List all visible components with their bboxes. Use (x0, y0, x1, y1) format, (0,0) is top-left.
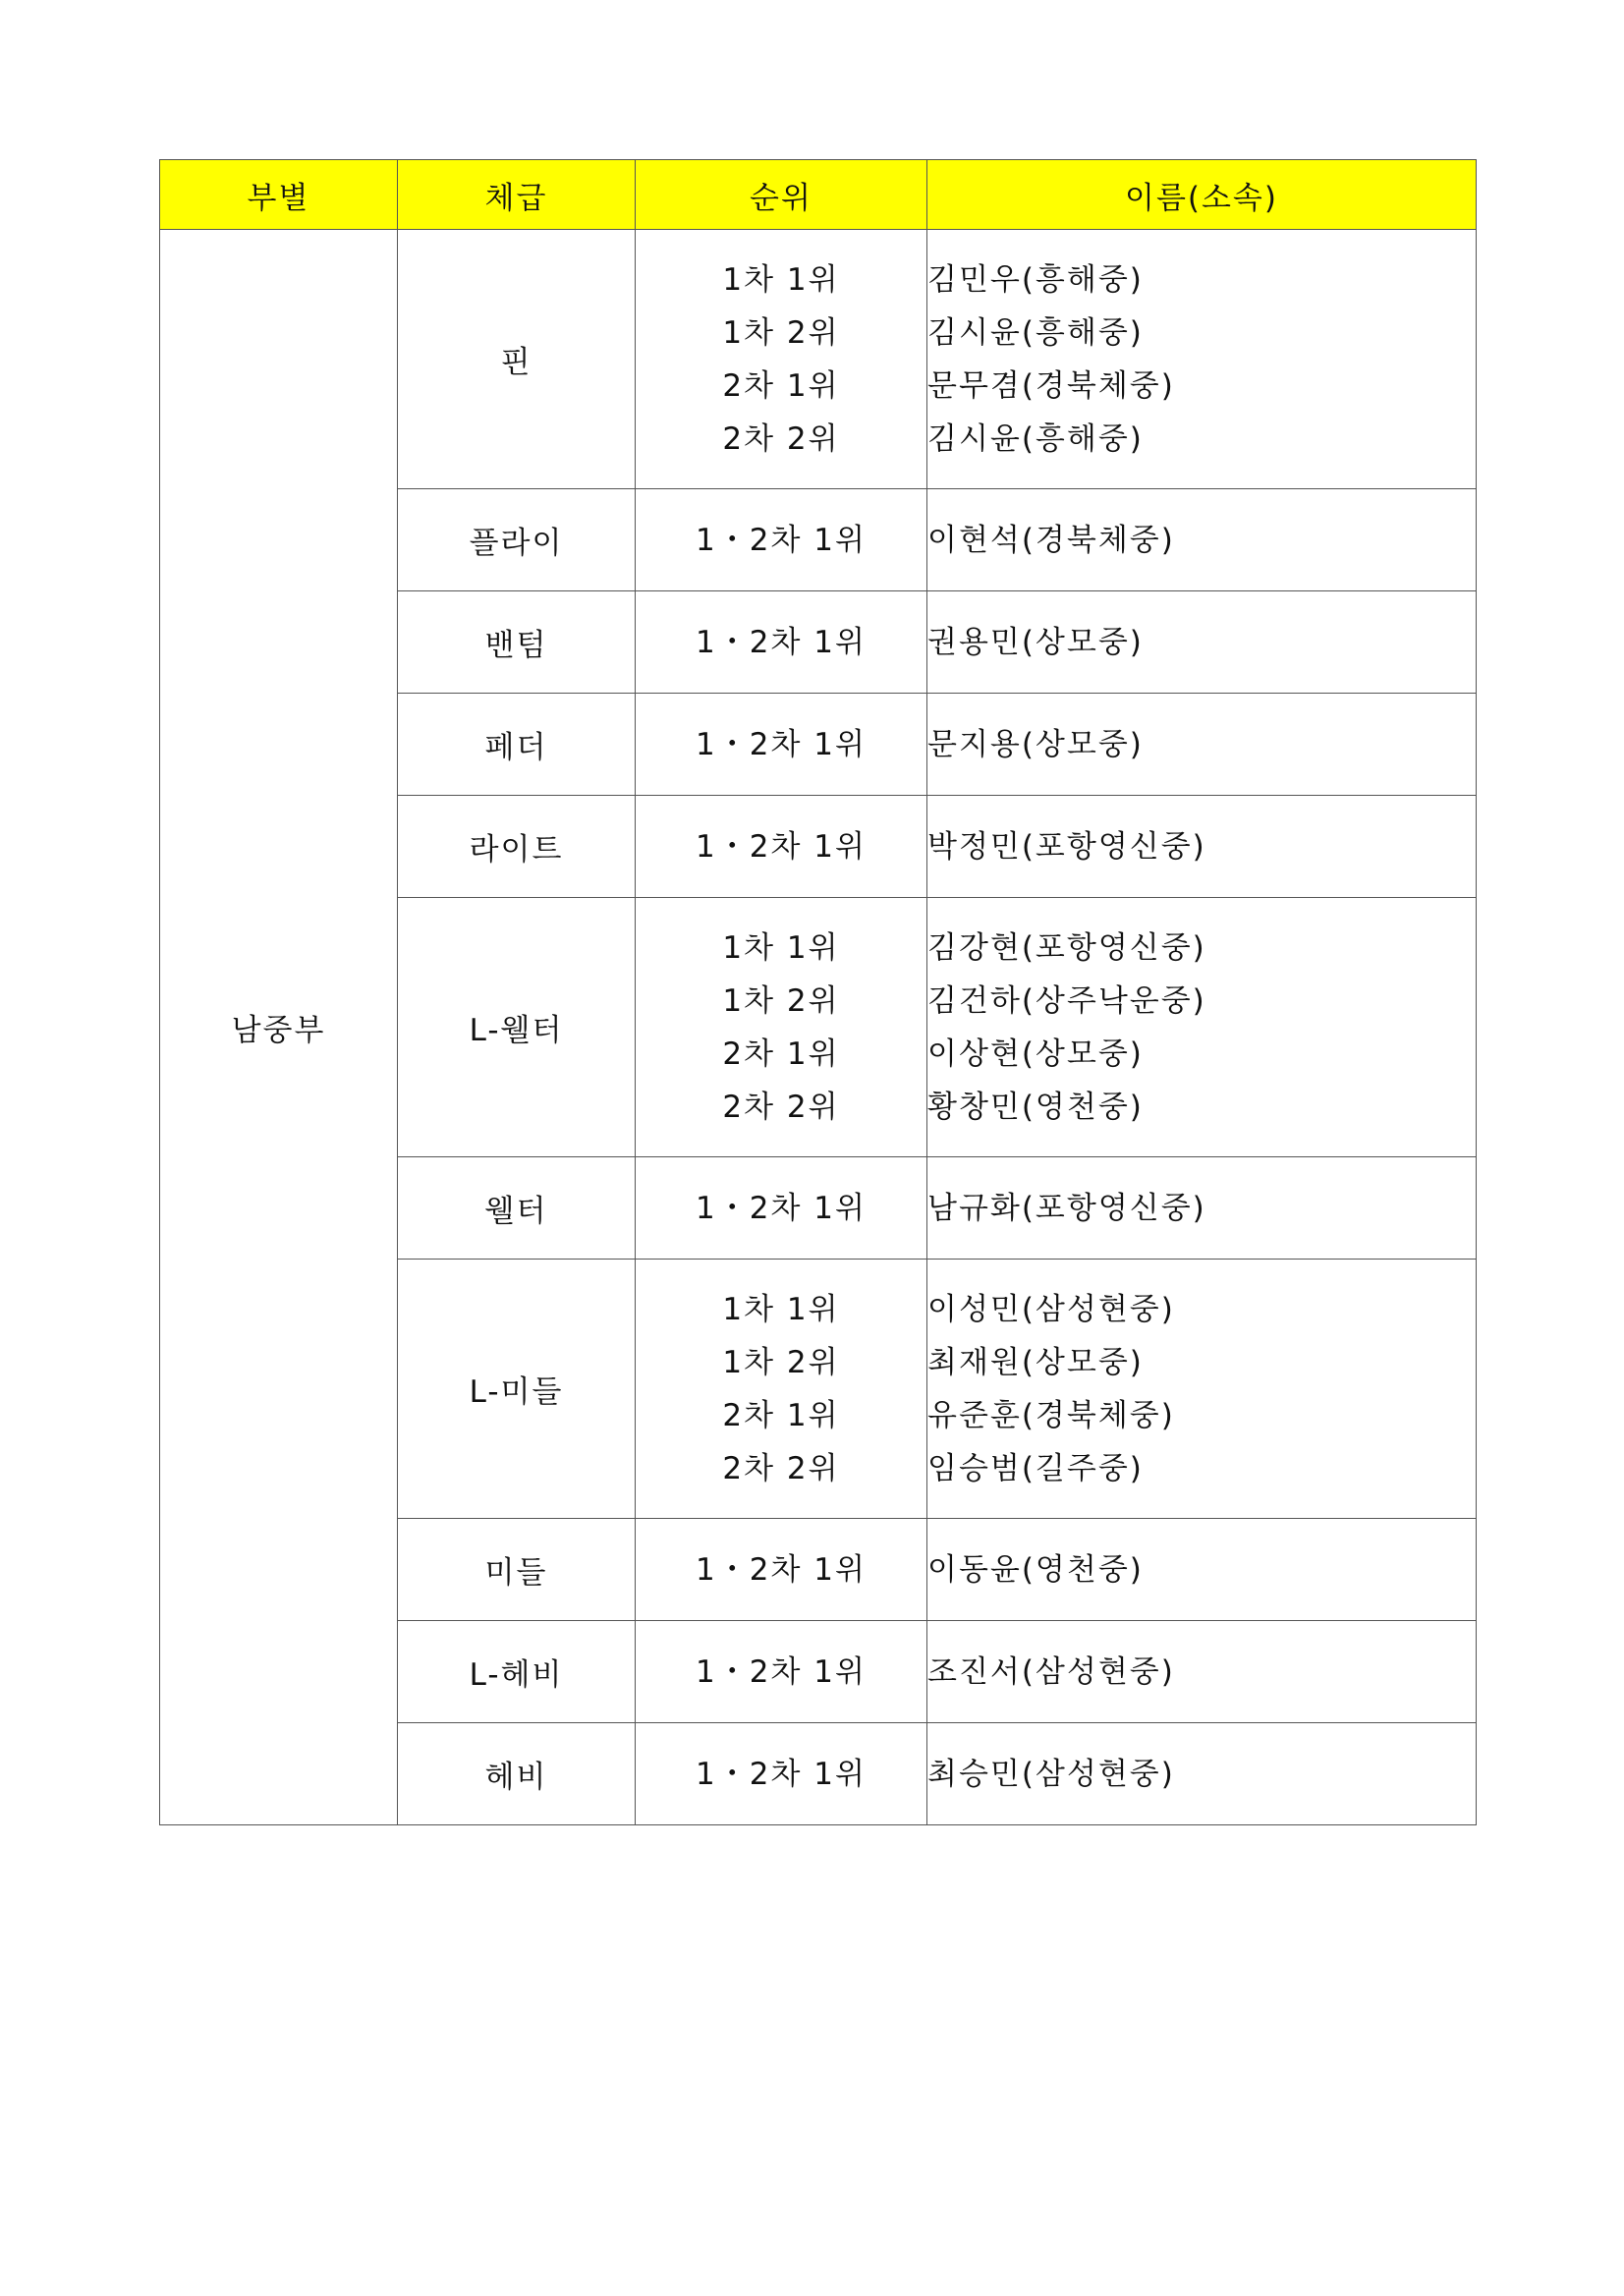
weight-class-cell: L-헤비 (398, 1621, 636, 1723)
athlete-name: 황창민(영천중) (927, 1089, 1144, 1125)
weight-class-cell: 핀 (398, 230, 636, 489)
header-weight-class: 체급 (398, 160, 636, 230)
athlete-name: 남규화(포항영신중) (927, 1190, 1206, 1226)
athlete-name: 이성민(삼성현중) (927, 1291, 1175, 1327)
header-division: 부별 (160, 160, 398, 230)
rank-text: 1차 1위 (722, 929, 840, 966)
rank-cell (636, 796, 927, 898)
athlete-name: 김시윤(흥해중) (927, 420, 1144, 457)
weight-class-cell: L-미들 (398, 1260, 636, 1519)
rank-text: 1・2차 1위 (696, 1190, 867, 1226)
rank-cell (636, 591, 927, 694)
rank-text: 1・2차 1위 (696, 522, 867, 558)
rank-text: 1・2차 1위 (696, 1653, 867, 1690)
rank-text: 1・2차 1위 (696, 624, 867, 660)
athlete-name: 문지용(상모중) (927, 726, 1144, 762)
athlete-name: 이현석(경북체중) (927, 522, 1175, 558)
rank-text: 2차 1위 (722, 367, 840, 404)
athlete-name: 박정민(포항영신중) (927, 828, 1206, 865)
rank-text: 1・2차 1위 (696, 1756, 867, 1792)
rank-cell (636, 1519, 927, 1621)
name-cell (927, 1723, 1477, 1825)
athlete-name: 이상현(상모중) (927, 1036, 1144, 1072)
rank-text: 2차 2위 (722, 1450, 840, 1486)
rank-cell (636, 1157, 927, 1260)
rank-text: 2차 2위 (722, 1089, 840, 1125)
rank-text: 1차 2위 (722, 1344, 840, 1380)
athlete-name: 김강현(포항영신중) (927, 929, 1206, 966)
athlete-name: 유준훈(경북체중) (927, 1397, 1175, 1433)
table-row (160, 230, 1477, 489)
rank-text: 1차 2위 (722, 314, 840, 351)
athlete-name: 김시윤(흥해중) (927, 314, 1144, 351)
weight-class-cell: 라이트 (398, 796, 636, 898)
weight-class-cell: 웰터 (398, 1157, 636, 1260)
rank-text: 1・2차 1위 (696, 1551, 867, 1588)
rank-text: 2차 2위 (722, 420, 840, 457)
rank-cell (636, 1723, 927, 1825)
name-cell (927, 1519, 1477, 1621)
rank-cell (636, 1621, 927, 1723)
name-cell (927, 796, 1477, 898)
header-row (160, 160, 1477, 230)
rank-text: 2차 1위 (722, 1036, 840, 1072)
name-cell (927, 1621, 1477, 1723)
athlete-name: 이동윤(영천중) (927, 1551, 1144, 1588)
weight-class-cell: 미들 (398, 1519, 636, 1621)
name-cell (927, 1157, 1477, 1260)
athlete-name: 임승범(길주중) (927, 1450, 1144, 1486)
rank-cell (636, 898, 927, 1157)
weight-class-cell: 페더 (398, 694, 636, 796)
rank-cell (636, 694, 927, 796)
rank-cell (636, 230, 927, 489)
header-rank: 순위 (636, 160, 927, 230)
name-cell (927, 591, 1477, 694)
athlete-name: 김민우(흥해중) (927, 261, 1144, 298)
athlete-name: 권용민(상모중) (927, 624, 1144, 660)
results-body (160, 230, 1477, 1825)
rank-cell (636, 1260, 927, 1519)
athlete-name: 문무겸(경북체중) (927, 367, 1175, 404)
weight-class-cell: 밴텀 (398, 591, 636, 694)
name-cell (927, 694, 1477, 796)
athlete-name: 최재원(상모중) (927, 1344, 1144, 1380)
rank-text: 1차 1위 (722, 261, 840, 298)
rank-text: 1차 1위 (722, 1291, 840, 1327)
weight-class-cell: L-웰터 (398, 898, 636, 1157)
name-cell (927, 230, 1477, 489)
rank-text: 2차 1위 (722, 1397, 840, 1433)
name-cell (927, 898, 1477, 1157)
name-cell (927, 1260, 1477, 1519)
rank-cell (636, 489, 927, 591)
athlete-name: 최승민(삼성현중) (927, 1756, 1175, 1792)
athlete-name: 김건하(상주낙운중) (927, 982, 1206, 1019)
name-cell (927, 489, 1477, 591)
rank-text: 1・2차 1위 (696, 726, 867, 762)
header-name-affiliation: 이름(소속) (927, 160, 1477, 230)
weight-class-cell: 헤비 (398, 1723, 636, 1825)
division-cell: 남중부 (160, 230, 398, 1825)
weight-class-cell: 플라이 (398, 489, 636, 591)
rank-text: 1차 2위 (722, 982, 840, 1019)
rank-text: 1・2차 1위 (696, 828, 867, 865)
results-table (159, 159, 1477, 1825)
athlete-name: 조진서(삼성현중) (927, 1653, 1175, 1690)
